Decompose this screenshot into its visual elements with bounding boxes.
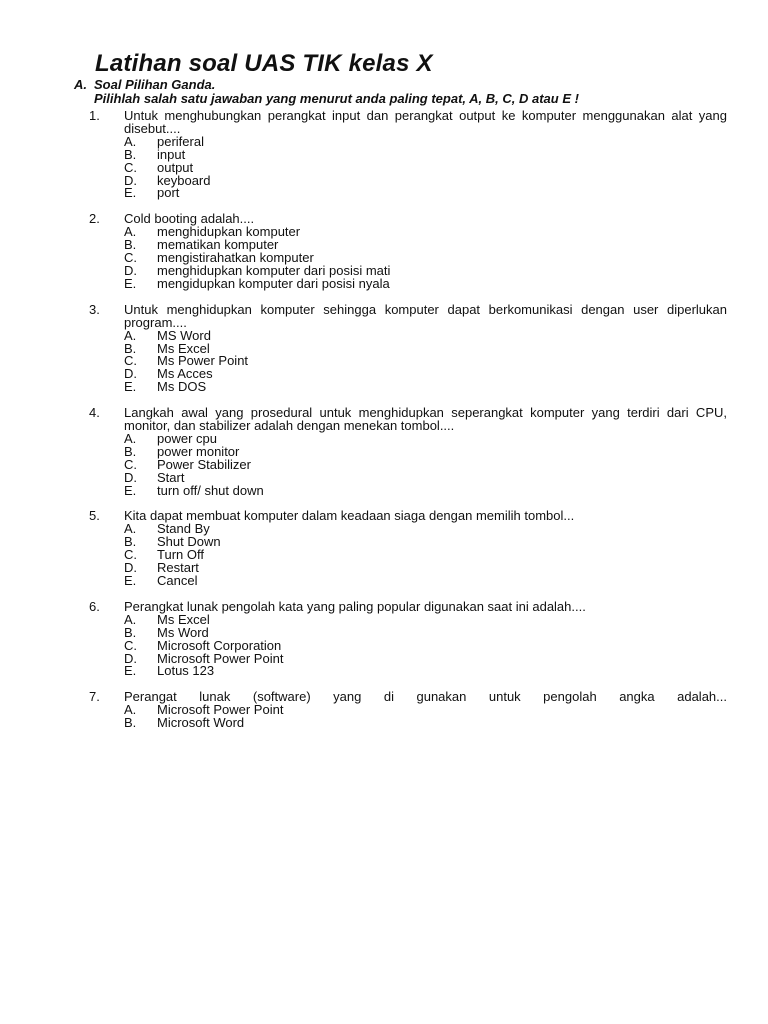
section-heading: Soal Pilihan Ganda. [94,77,216,92]
option-text: port [157,185,180,201]
section-header [74,78,579,106]
question-text: Kita dapat membuat komputer dalam keadaan siaga dengan memilih tombol... [124,508,575,524]
question-list [89,110,727,743]
option-letter: C. [124,637,137,653]
option-letter: B. [124,237,137,253]
option-c [124,355,727,368]
option-e [124,187,727,200]
option-a [124,611,727,627]
option-text: Shut Down [157,534,221,550]
question-number: 3. [89,301,100,317]
question-text: Langkah awal yang prosedural untuk menghidupkan seperangkat komputer yang terdiri dari CPU, monitor, dan stabilizer adalah dengan menekan tombol.... [124,405,727,434]
option-e [124,381,727,394]
option-letter: C. [124,456,137,472]
option-letter: D. [124,469,137,485]
option-text: Lotus 123 [157,663,215,679]
question-number: 4. [89,405,100,421]
option-d [124,368,727,381]
option-letter: B. [124,340,137,356]
section-letter: A. [74,77,87,92]
page-title: Latihan soal UAS TIK kelas X [95,50,433,77]
option-text: input [157,146,186,162]
option-text: Ms Excel [157,611,210,627]
option-text: menghidupkan komputer [157,224,301,240]
question-4 [89,407,727,497]
option-letter: B. [124,443,137,459]
option-text: power monitor [157,443,240,459]
question-number: 1. [89,108,100,123]
option-letter: E. [124,573,137,588]
option-text: menghidupkan komputer dari posisi mati [157,262,391,278]
option-text: turn off/ shut down [157,482,264,498]
option-d [124,650,727,666]
option-text: Microsoft Corporation [157,637,282,653]
option-text: periferal [157,133,204,149]
option-text: Cancel [157,573,198,588]
option-letter: B. [124,534,137,550]
option-letter: E. [124,663,137,679]
option-b [124,146,727,162]
option-b [124,536,727,549]
option-letter: A. [124,521,137,537]
option-letter: E. [124,185,137,201]
option-b [124,717,727,730]
option-c [124,456,727,472]
option-text: output [157,159,194,175]
option-text: Power Stabilizer [157,456,251,472]
option-letter: E. [124,275,137,291]
question-number: 2. [89,211,100,227]
option-letter: D. [124,560,137,576]
question-1 [89,110,727,200]
option-text: MS Word [157,327,211,343]
option-letter: D. [124,172,137,188]
option-text: Microsoft Power Point [157,650,284,666]
option-text: Ms DOS [157,379,207,395]
option-text: Microsoft Power Point [157,702,284,718]
option-text: mengidupkan komputer dari posisi nyala [157,275,390,291]
option-text: Ms Power Point [157,353,249,369]
option-letter: C. [124,250,137,266]
option-letter: C. [124,547,137,563]
option-letter: A. [124,224,137,240]
option-letter: E. [124,379,137,395]
option-a [124,133,727,149]
option-text: keyboard [157,172,211,188]
question-7 [89,691,727,730]
option-text: Start [157,469,185,485]
option-a [124,327,727,343]
option-text: Turn Off [157,547,204,563]
option-e [124,665,727,678]
option-text: Ms Acces [157,366,213,382]
option-letter: C. [124,159,137,175]
option-letter: C. [124,353,137,369]
question-text: Cold booting adalah.... [124,211,255,227]
option-letter: A. [124,702,137,718]
question-number: 5. [89,508,100,524]
option-e [124,275,727,291]
option-text: Ms Word [157,624,209,640]
option-text: Restart [157,560,199,576]
option-text: mematikan komputer [157,237,279,253]
question-text: Perangkat lunak pengolah kata yang paling popular digunakan saat ini adalah.... [124,598,586,614]
option-letter: B. [124,146,137,162]
option-letter: D. [124,262,137,278]
question-2 [89,213,727,290]
option-text: Ms Excel [157,340,210,356]
question-text: Perangat lunak (software) yang di gunakan untuk pengolah angka adalah... [124,689,727,705]
question-6 [89,598,727,679]
option-letter: D. [124,366,137,382]
question-number: 7. [89,689,100,705]
option-d [124,562,727,575]
question-text: Untuk menghubungkan perangkat input dan perangkat output ke komputer menggunakan alat yang disebut.... [124,108,727,136]
option-text: Stand By [157,521,210,537]
option-e [124,575,727,588]
option-letter: B. [124,715,137,731]
question-text: Untuk menghidupkan komputer sehingga komputer dapat berkomunikasi dengan user diperlukan program.... [124,301,727,330]
question-number: 6. [89,598,100,614]
question-5 [89,510,727,587]
option-text: Microsoft Word [157,715,245,731]
section-instruction: Pilihlah salah satu jawaban yang menurut anda paling tepat, A, B, C, D atau E ! [94,91,579,106]
option-c [124,159,727,175]
option-letter: E. [124,482,137,498]
option-text: power cpu [157,430,217,446]
option-letter: D. [124,650,137,666]
option-letter: A. [124,611,137,627]
option-letter: A. [124,430,137,446]
option-c [124,549,727,562]
option-d [124,172,727,188]
question-3 [89,301,727,395]
option-e [124,482,727,498]
option-letter: B. [124,624,137,640]
option-letter: A. [124,133,137,149]
option-letter: A. [124,327,137,343]
option-text: mengistirahatkan komputer [157,250,314,266]
